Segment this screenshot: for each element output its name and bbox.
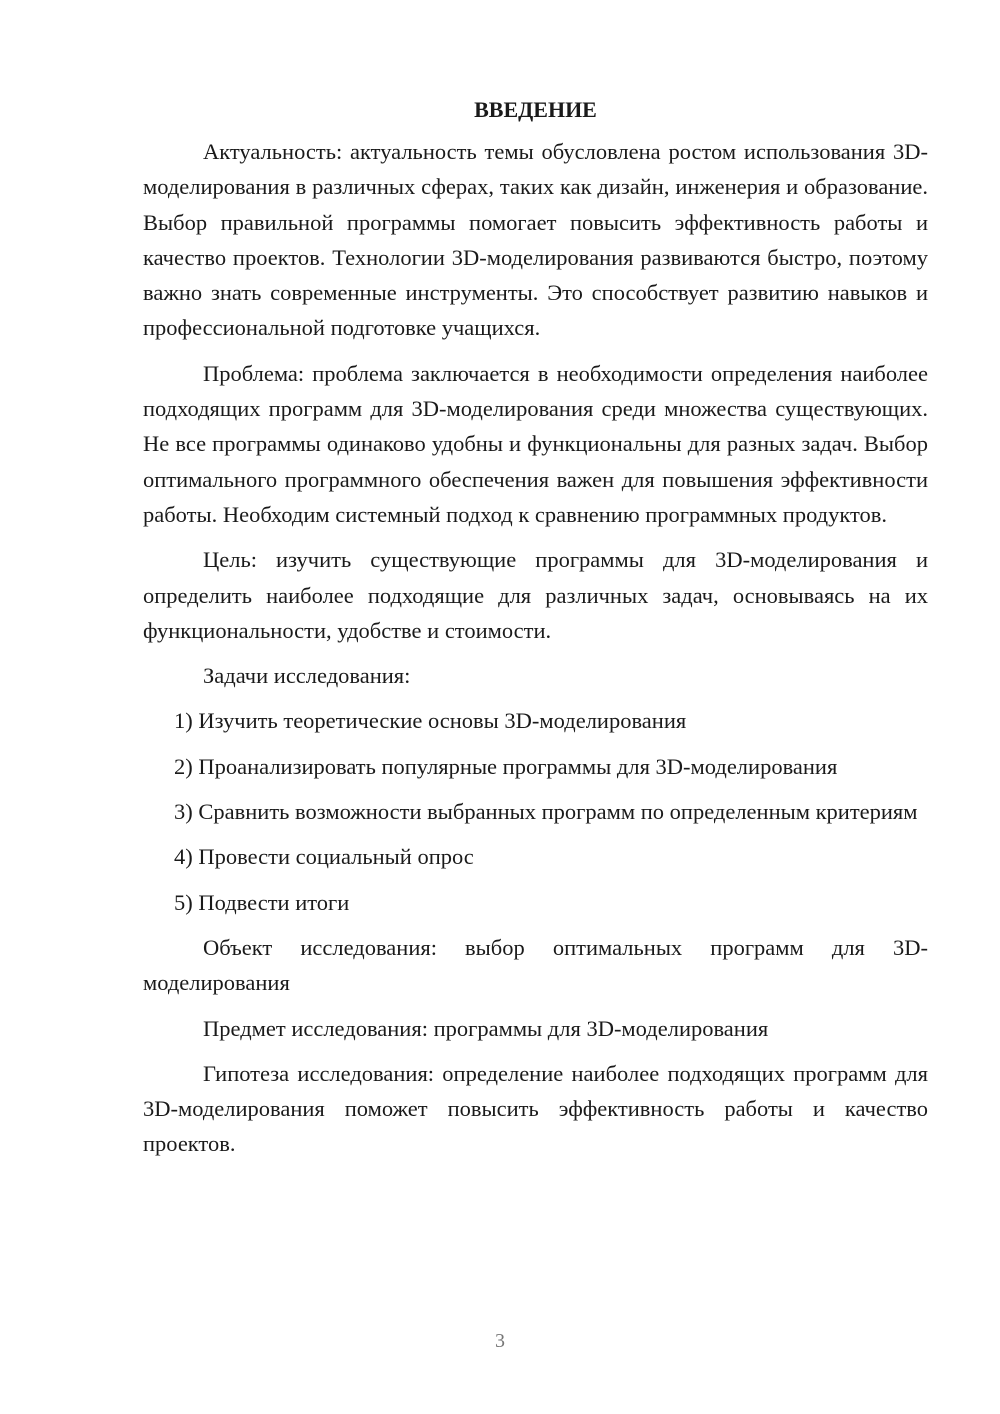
paragraph-hypothesis: Гипотеза исследования: определение наиболее подходящих программ для 3D-моделирования поможет повысить эффективность работы и качество проектов. bbox=[143, 1060, 928, 1157]
list-item: 3) Сравнить возможности выбранных программ по определенным критериям bbox=[174, 799, 918, 825]
document-page bbox=[143, 90, 928, 1172]
list-item: 1) Изучить теоретические основы 3D-моделирования bbox=[174, 708, 687, 734]
list-item: 2) Проанализировать популярные программы для 3D-моделирования bbox=[174, 753, 838, 779]
list-item: 5) Подвести итоги bbox=[174, 889, 350, 915]
paragraph-relevance: Актуальность: актуальность темы обусловлена ростом использования 3D-моделирования в различных сферах, таких как дизайн, инженерия и образование. Выбор правильной программы помогает повысить эффективность работы и качество проектов. Технологии 3D-моделирования развиваются быстро, поэтому важно знать современные инструменты. Это способствует развитию навыков и профессиональной подготовке учащихся. bbox=[143, 139, 928, 341]
paragraph-goal: Цель: изучить существующие программы для 3D-моделирования и определить наиболее подходящие для различных задач, основываясь на их функциональности, удобстве и стоимости. bbox=[143, 547, 928, 643]
page-number: 3 bbox=[495, 1330, 505, 1352]
paragraph-subject: Предмет исследования: программы для 3D-моделирования bbox=[203, 1015, 769, 1041]
list-item: 4) Провести социальный опрос bbox=[174, 844, 474, 870]
paragraph-tasks-heading: Задачи исследования: bbox=[203, 663, 411, 689]
paragraph-object: Объект исследования: выбор оптимальных программ для 3D-моделирования bbox=[143, 934, 928, 996]
paragraph-problem: Проблема: проблема заключается в необходимости определения наиболее подходящих программ для 3D-моделирования среди множества существующих. Не все программы одинаково удобны и функциональны для разных задач. Выбор оптимального программного обеспечения важен для повышения эффективности работы. Необходим системный подход к сравнению программных продуктов. bbox=[143, 360, 928, 527]
page-title: ВВЕДЕНИЕ bbox=[474, 97, 597, 122]
tasks-list bbox=[143, 703, 928, 919]
